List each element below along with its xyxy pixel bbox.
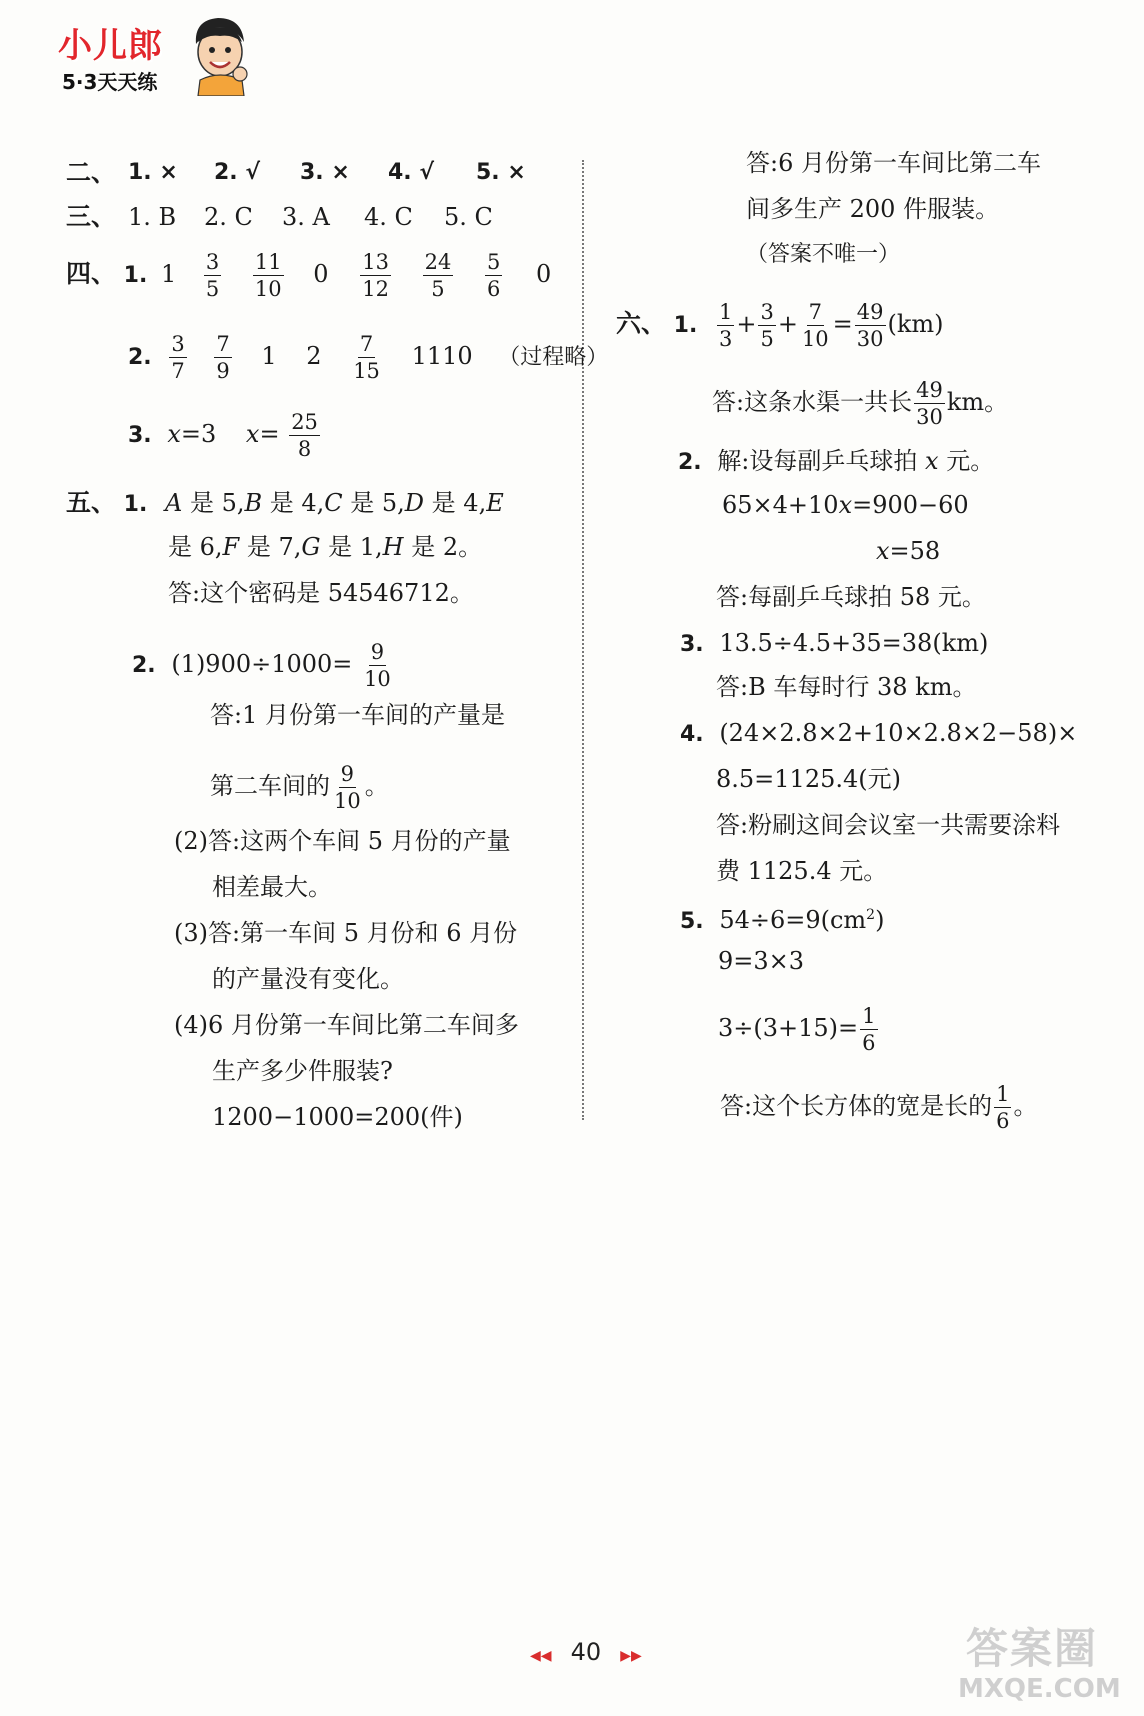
s5-q1-answer: 答:这个密码是 54546712。 (168, 579, 474, 607)
var-e: E (486, 489, 504, 517)
numerator: 13 (362, 250, 389, 274)
s5-q1-number: 1. (123, 492, 148, 517)
s6-q4-equation-b: 8.5=1125.4(元) (716, 765, 901, 793)
s3-item-1: 1. B (128, 203, 177, 231)
text: 。 (1013, 1092, 1038, 1120)
numerator: 9 (340, 762, 355, 786)
text: 3÷(3+15)= (718, 1014, 859, 1042)
s4-q2-number: 2. (128, 345, 152, 370)
s3-item-5: 5. C (444, 203, 493, 231)
denominator: 10 (801, 327, 829, 351)
s5-q2-part4-a: (4)6 月份第一车间比第二车间多 (174, 1011, 519, 1039)
text: 是 6, (168, 533, 223, 561)
s6-q1-frac-c (800, 300, 831, 351)
section-6-label: 六、 (616, 309, 667, 338)
s6-q5-equation-1 (680, 900, 884, 937)
denominator: 9 (216, 359, 230, 383)
text: 是 4, (262, 489, 325, 517)
section-3-label: 三、 (66, 202, 117, 231)
unit: (km) (887, 310, 944, 338)
text: 答:这条水渠一共长 (712, 388, 913, 416)
section-4-label: 四、 (66, 259, 117, 288)
text: km。 (946, 388, 1009, 416)
page-number: 40 (570, 1638, 602, 1666)
s5-q2-part1-eq (132, 640, 395, 691)
s6-q5-ans-frac (994, 1082, 1011, 1133)
text: 54÷6=9(cm (719, 906, 867, 934)
watermark-top: 答案圈 (966, 1624, 1099, 1673)
numerator: 7 (808, 300, 822, 324)
s4-q1-frac-3 (360, 250, 391, 301)
s6-q1-frac-a (717, 300, 734, 351)
s6-q5-equation-3 (718, 1004, 880, 1055)
page-footer (530, 1638, 642, 1666)
s4-q2-frac-3 (351, 332, 382, 383)
numerator: 1 (862, 1004, 876, 1028)
numerator: 49 (856, 300, 884, 324)
s5-q2-part1-answer-a: 答:1 月份第一车间的产量是 (210, 701, 505, 729)
superscript: 2 (866, 907, 876, 923)
right-continued-a: 答:6 月份第一车间比第二车 (746, 149, 1041, 177)
section-2-label: 二、 (66, 158, 117, 187)
text: 是 2。 (403, 533, 483, 561)
s4-q1-frac-2 (253, 250, 284, 301)
denominator: 5 (431, 277, 445, 301)
s5-q2-part3-a: (3)答:第一车间 5 月份和 6 月份 (174, 919, 518, 947)
numerator: 7 (359, 332, 374, 356)
s6-q4-number: 4. (680, 722, 704, 747)
text: 答:这个长方体的宽是长的 (720, 1092, 993, 1120)
numerator: 49 (916, 378, 943, 402)
numerator: 1 (718, 300, 733, 324)
section-4-q1 (66, 250, 551, 301)
denominator: 5 (205, 277, 220, 301)
numerator: 24 (424, 250, 452, 274)
text: 65×4+10 (722, 491, 839, 519)
operator: = (832, 310, 853, 338)
s5-q2-p1-frac (362, 640, 393, 691)
var-x: x (876, 537, 890, 565)
var-b: B (244, 489, 263, 517)
var-f: F (222, 533, 240, 561)
s6-q4-answer-a: 答:粉刷这间会议室一共需要涂料 (716, 811, 1061, 839)
s6-q2-equation-2 (876, 536, 940, 566)
s4-q3-var-2: x (245, 420, 260, 448)
text: 是 5, (182, 489, 245, 517)
s6-q3-number: 3. (680, 632, 704, 657)
prev-page-arrows-icon[interactable]: ◀◀ (530, 1648, 552, 1664)
denominator: 12 (362, 277, 389, 301)
denominator: 8 (297, 437, 312, 461)
s6-q1-ans-frac (914, 378, 945, 429)
brand-title: 小儿郎 (58, 26, 163, 66)
s6-q1-answer (712, 378, 1008, 429)
equation: (1)900÷1000= (171, 650, 353, 678)
s4-q2-note: （过程略） (498, 345, 609, 370)
s6-q2-equation-1 (722, 490, 969, 520)
s4-q2-frac-1 (169, 332, 186, 383)
s6-q5-equation-2: 9=3×3 (718, 947, 805, 975)
var-h: H (382, 533, 404, 561)
right-continued-note: （答案不唯一） (746, 242, 901, 267)
numerator: 3 (205, 250, 220, 274)
s2-item-2: 2. √ (214, 160, 260, 185)
var-a: A (164, 489, 183, 517)
s4-q2-c: 1110 (411, 342, 473, 370)
s2-item-3: 3. × (300, 160, 350, 185)
numerator: 3 (760, 300, 774, 324)
s2-item-4: 4. √ (388, 160, 434, 185)
series-title: 5·3天天练 (62, 70, 158, 94)
s6-q5-number: 5. (680, 909, 704, 934)
s5-q2-p1-ans-frac (332, 762, 363, 813)
s2-item-1: 1. × (128, 160, 178, 185)
numerator: 7 (216, 332, 230, 356)
section-6-q1 (616, 300, 944, 351)
denominator: 15 (353, 359, 380, 383)
s6-q3-equation (680, 628, 988, 660)
text: =58 (889, 537, 941, 565)
var-g: G (301, 533, 321, 561)
s6-q2-setup (678, 446, 994, 478)
section-2 (66, 158, 116, 188)
s6-q5-eq-frac (860, 1004, 877, 1055)
numerator: 3 (171, 332, 185, 356)
var-d: D (404, 489, 425, 517)
text: 第二车间的 (210, 772, 330, 800)
s5-q2-part3-b: 的产量没有变化。 (212, 965, 404, 993)
mascot-boy-icon (184, 14, 254, 96)
s4-q1-b: 0 (313, 260, 329, 288)
numerator: 9 (370, 640, 385, 664)
section-3 (66, 202, 116, 232)
denominator: 10 (254, 277, 282, 301)
text: 是 5, (342, 489, 405, 517)
s4-q3-eq-2: = (259, 420, 280, 448)
right-continued-b: 间多生产 200 件服装。 (746, 195, 1000, 223)
s4-q1-frac-5 (485, 250, 502, 301)
s3-item-3: 3. A (282, 203, 330, 231)
s6-q4-equation-a (680, 718, 1077, 750)
s6-q2-answer: 答:每副乒乓球拍 58 元。 (716, 583, 986, 611)
s6-q5-answer (720, 1082, 1037, 1133)
section-5-q1-line-1 (66, 488, 504, 520)
s4-q2-frac-2 (214, 332, 231, 383)
numerator: 25 (291, 410, 318, 434)
next-page-arrows-icon[interactable]: ▶▶ (620, 1648, 642, 1664)
s5-q2-part2-a: (2)答:这两个车间 5 月份的产量 (174, 827, 511, 855)
numerator: 1 (996, 1082, 1010, 1106)
var-x: x (838, 491, 853, 519)
watermark-bottom: MXQE.COM (958, 1674, 1121, 1704)
text: 解:设每副乒乓球拍 (717, 447, 926, 475)
section-5-label: 五、 (66, 488, 117, 517)
s5-q2-part4-b: 生产多少件服装? (212, 1057, 393, 1085)
watermark (958, 1616, 1128, 1708)
text: 13.5÷4.5+35=38(km) (719, 629, 989, 657)
text: 是 7, (239, 533, 302, 561)
s4-q1-a: 1 (160, 260, 177, 288)
denominator: 10 (364, 667, 391, 691)
operator: + (736, 310, 757, 338)
denominator: 6 (996, 1109, 1010, 1133)
text: ) (875, 906, 885, 934)
s5-q2-part2-b: 相差最大。 (212, 873, 332, 901)
brand-logo (52, 14, 252, 96)
text: (24×2.8×2+10×2.8×2−58)× (719, 719, 1078, 747)
numerator: 11 (254, 250, 282, 274)
denominator: 6 (486, 277, 501, 301)
s4-q1-frac-4 (423, 250, 454, 301)
var-c: C (324, 489, 343, 517)
denominator: 30 (856, 327, 884, 351)
s4-q3-eq-1: =3 (180, 420, 217, 448)
s6-q4-answer-b: 费 1125.4 元。 (716, 857, 888, 885)
text: 元。 (938, 447, 995, 475)
s4-q1-number: 1. (123, 263, 148, 288)
s4-q2-b: 2 (306, 342, 322, 370)
section-5-q1-line-2 (168, 532, 482, 562)
s3-item-4: 4. C (364, 203, 413, 231)
s4-q3-var-1: x (167, 420, 181, 448)
s6-q3-answer: 答:B 车每时行 38 km。 (716, 673, 977, 701)
s6-q1-number: 1. (673, 313, 698, 338)
text: 是 4, (424, 489, 487, 517)
denominator: 5 (760, 327, 774, 351)
s4-q3-frac (289, 410, 320, 461)
s4-q3-number: 3. (128, 423, 152, 448)
denominator: 30 (916, 405, 943, 429)
s6-q2-number: 2. (678, 450, 702, 475)
numerator: 5 (486, 250, 501, 274)
s5-q2-number: 2. (132, 653, 156, 678)
denominator: 7 (171, 359, 185, 383)
s4-q1-frac-1 (204, 250, 221, 301)
section-4-q2 (128, 332, 608, 383)
s2-item-5: 5. × (476, 160, 526, 185)
denominator: 10 (334, 789, 361, 813)
denominator: 6 (862, 1031, 876, 1055)
denominator: 3 (718, 327, 733, 351)
text: 。 (364, 772, 389, 800)
s6-q1-frac-b (758, 300, 775, 351)
s4-q1-c: 0 (535, 260, 552, 288)
var-x: x (925, 447, 939, 475)
s3-item-2: 2. C (204, 203, 253, 231)
text: =900−60 (852, 491, 969, 519)
section-4-q3 (128, 410, 322, 461)
s4-q2-a: 1 (261, 342, 277, 370)
s5-q2-part1-answer-b (210, 762, 389, 813)
s6-q1-frac-result (855, 300, 886, 351)
s5-q2-part4-c: 1200−1000=200(件) (212, 1103, 463, 1131)
text: 是 1, (320, 533, 383, 561)
column-divider (582, 160, 584, 1120)
operator: + (777, 310, 798, 338)
